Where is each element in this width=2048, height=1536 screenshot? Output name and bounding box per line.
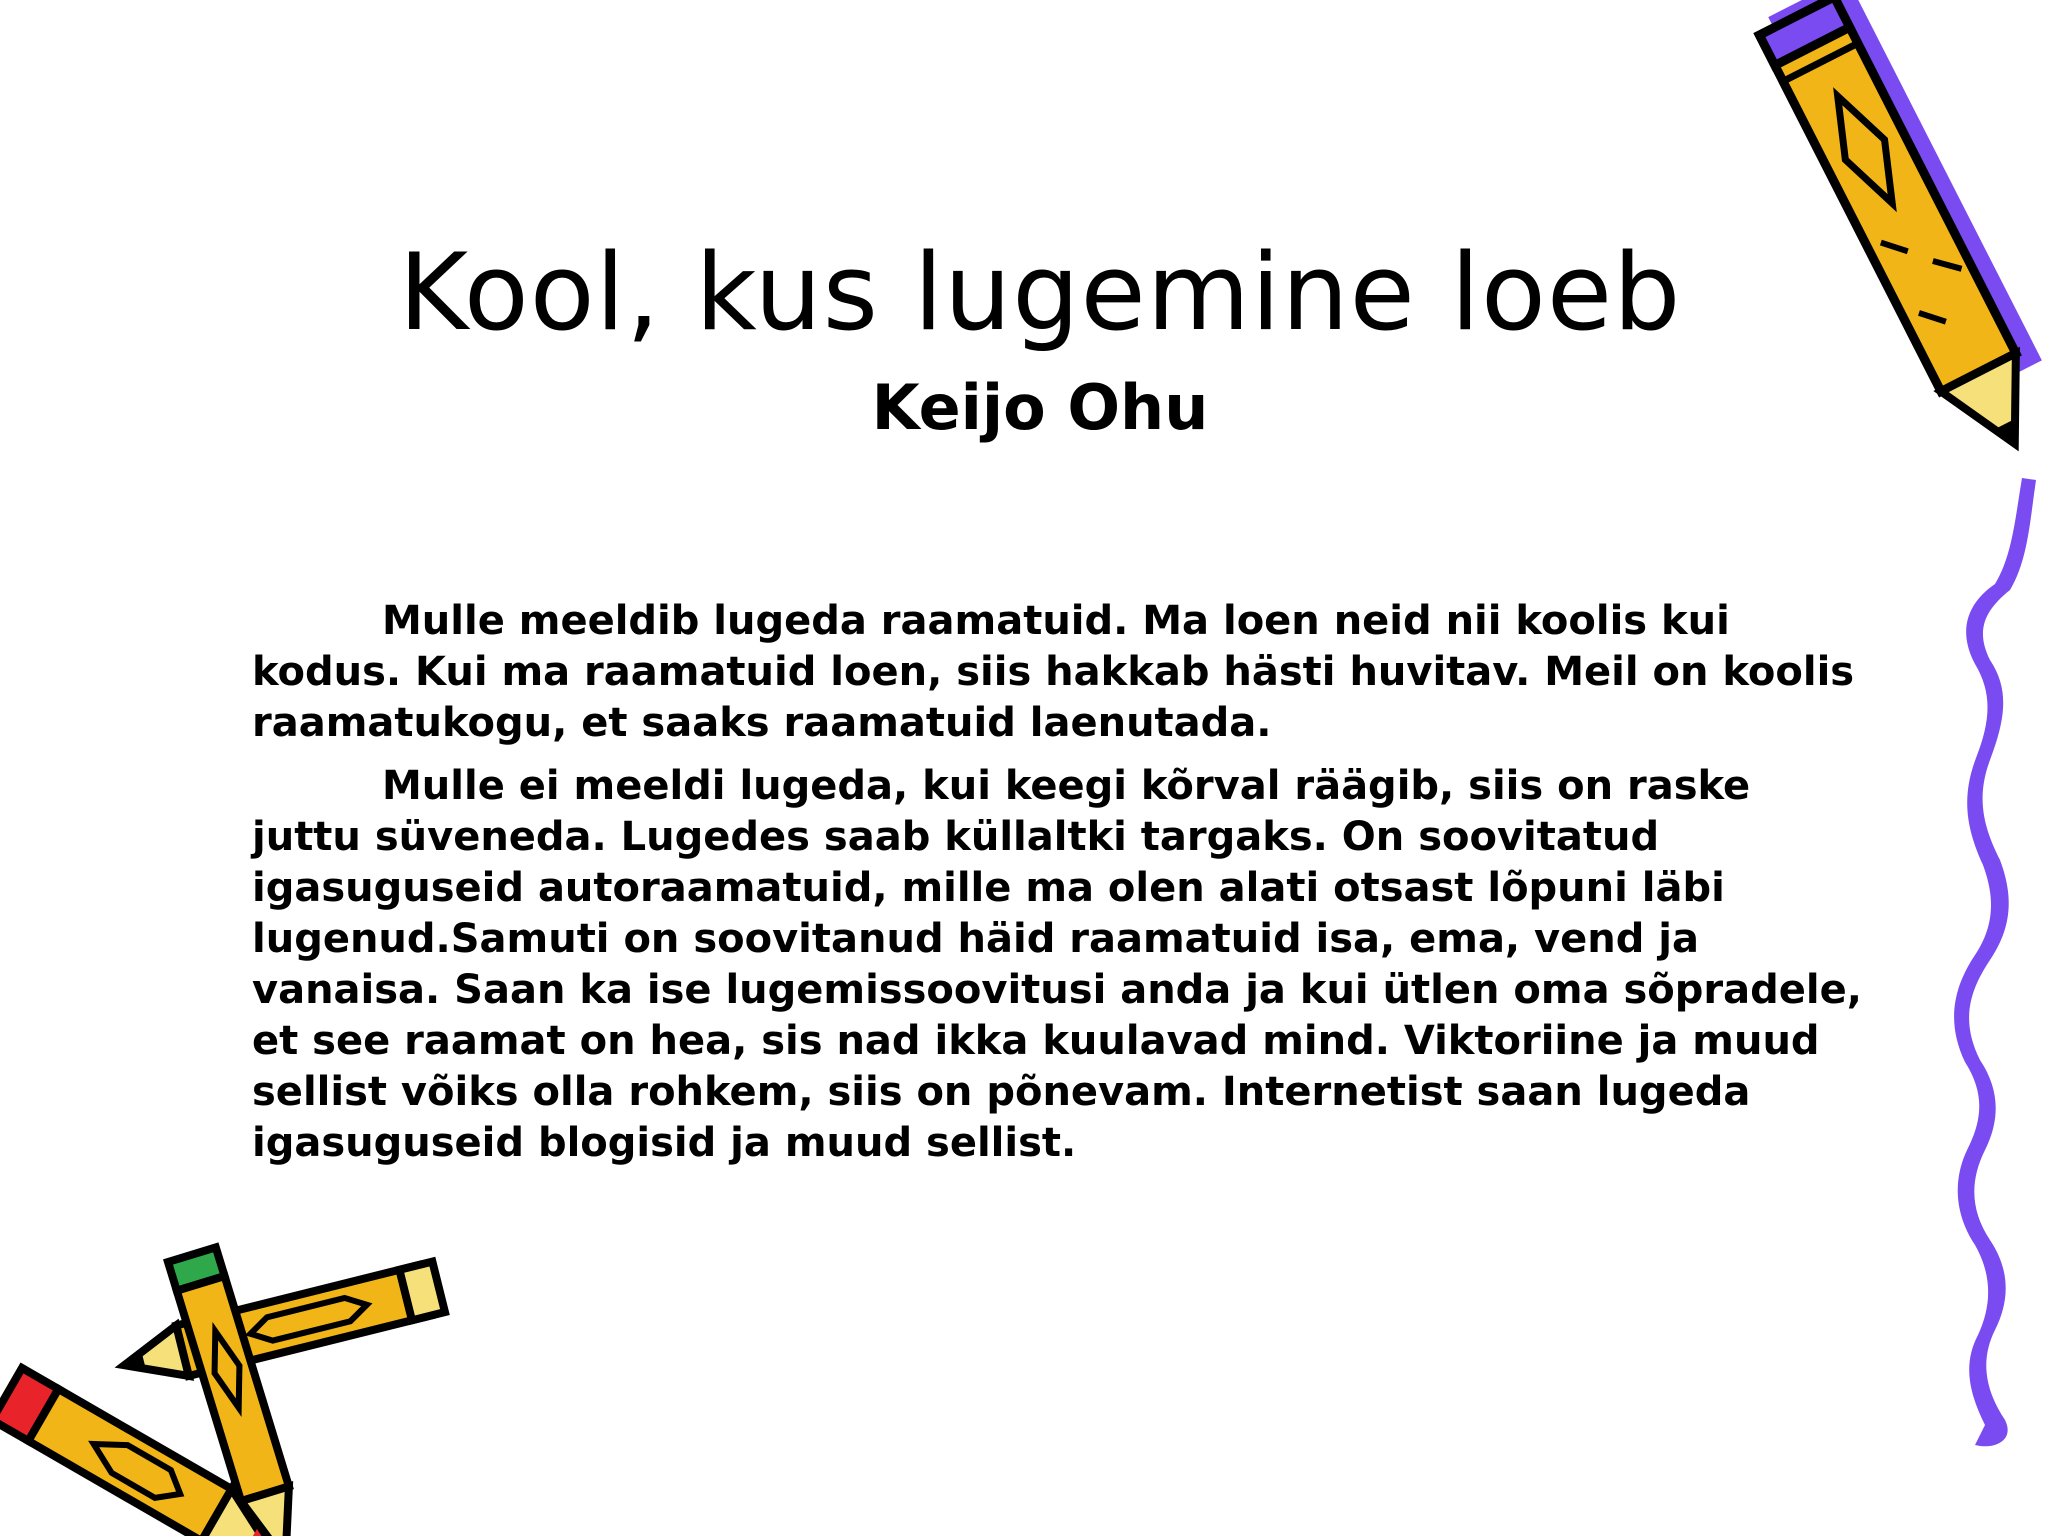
slide-title: Kool, kus lugemine loeb — [398, 231, 1682, 354]
paragraph-2: Mulle ei meeldi lugeda, kui keegi kõrval räägib, siis on raske juttu süveneda. Lugedes saab küllaltki targaks. On soovitatud igasuguseid autoraamatuid, mille ma olen alati otsast lõpuni läbi lugenud.Samuti on soovitanud häid raamatuid isa, ema, vend ja vanaisa. Saan ka ise lugemissoovitusi anda ja kui ütlen oma sõpradele, et see raamat on hea, sis nad ikka kuulavad mind. Viktoriine ja muud sellist võiks olla rohkem, siis on põnevam. Internetist saan lugeda igasuguseid blogisid ja muud sellist. — [252, 763, 1862, 1166]
slide-subtitle: Keijo Ohu — [871, 371, 1209, 444]
paragraph-1: Mulle meeldib lugeda raamatuid. Ma loen neid nii koolis kui kodus. Kui ma raamatuid loen, siis hakkab hästi huvitav. Meil on koolis raamatukogu, et saaks raamatuid laenutada. — [252, 598, 1855, 746]
body-text — [252, 596, 1872, 1181]
